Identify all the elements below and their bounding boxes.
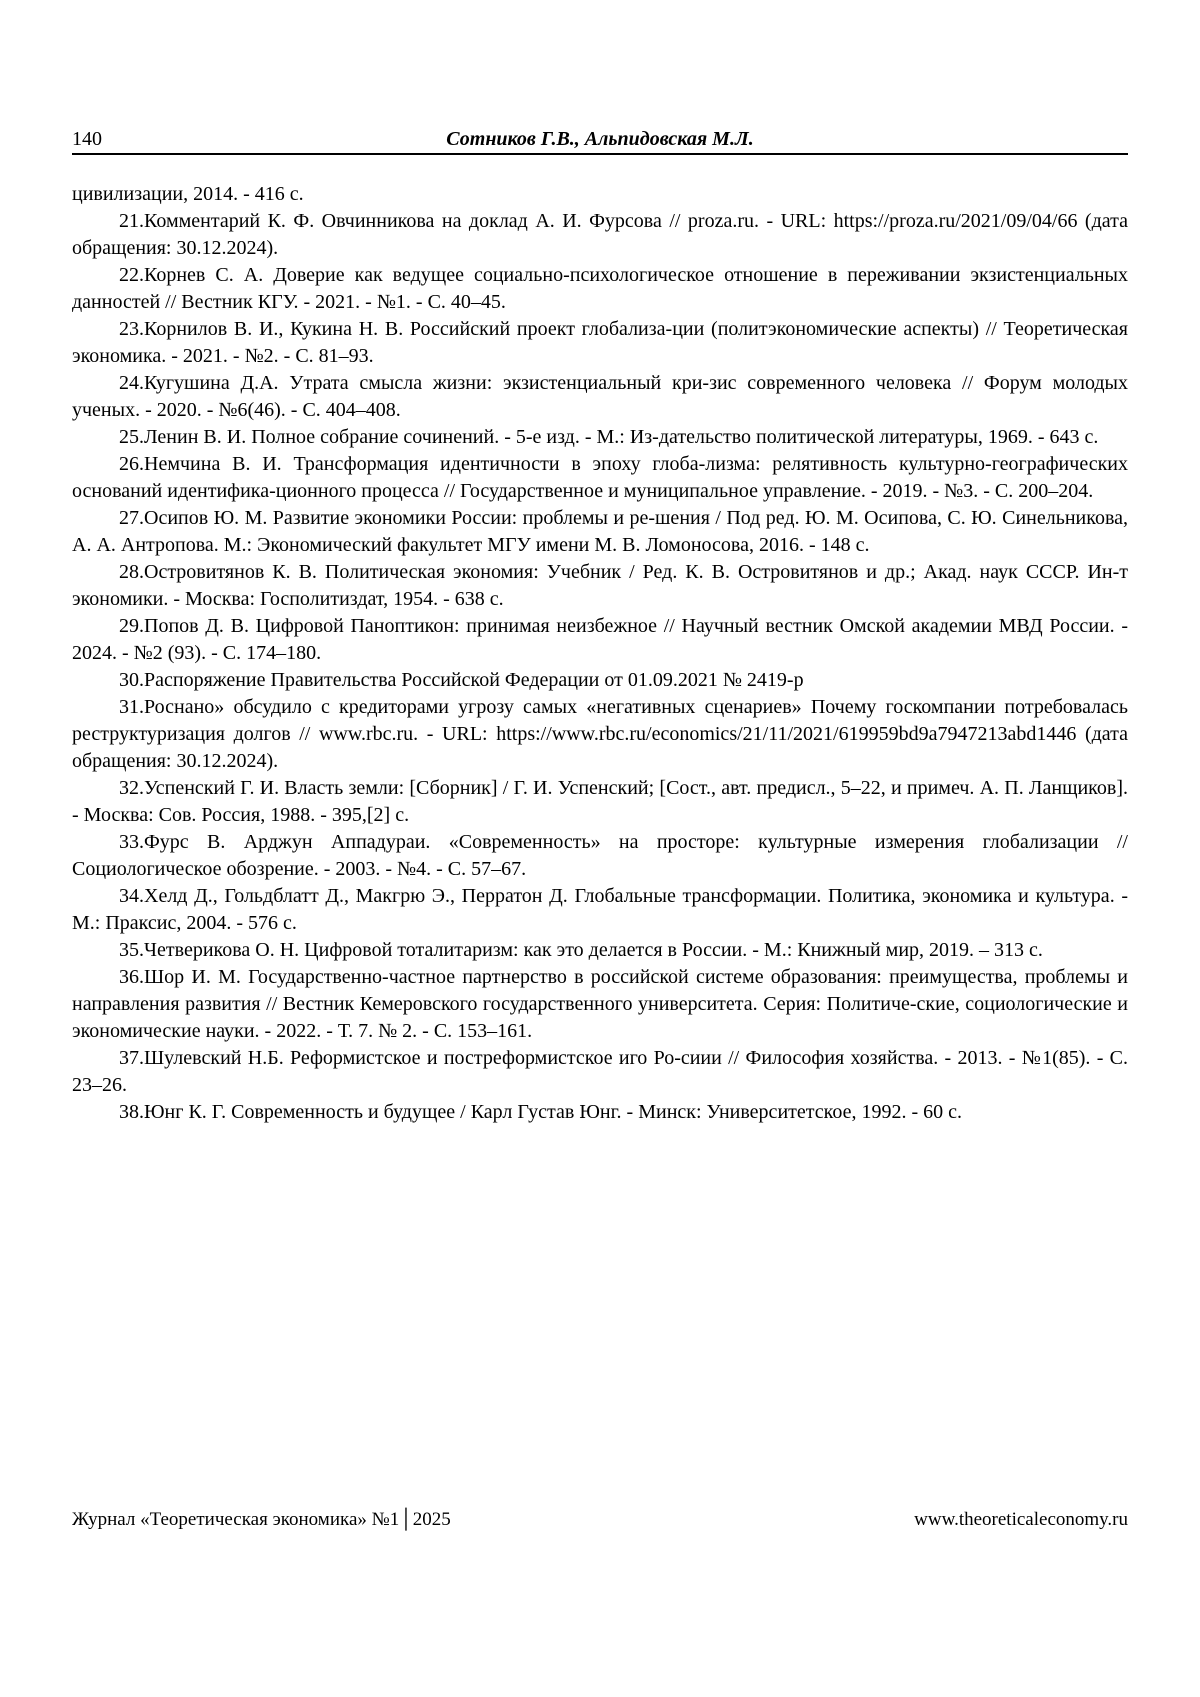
reference-item: 29.Попов Д. В. Цифровой Паноптикон: принимая неизбежное // Научный вестник Омской академии МВД России. - 2024. - №2 (93). - С. 174–180. [72, 615, 1128, 664]
footer-journal-title: Журнал «Теоретическая экономика» №1│2025 [72, 1509, 451, 1530]
reference-item: 34.Хелд Д., Гольдблатт Д., Макгрю Э., Перратон Д. Глобальные трансформации. Политика, экономика и культура. - М.: Праксис, 2004. - 576 с. [72, 885, 1128, 934]
reference-item: 25.Ленин В. И. Полное собрание сочинений. - 5-е изд. - М.: Из-дательство политической литературы, 1969. - 643 с. [119, 426, 1099, 448]
reference-item: 23.Корнилов В. И., Кукина Н. В. Российский проект глобализа-ции (политэкономические аспекты) // Теоретическая экономика. - 2021. - №2. - С. 81–93. [72, 318, 1128, 367]
reference-item: 33.Фурс В. Арджун Аппадураи. «Современность» на просторе: культурные измерения глобализации // Социологическое обозрение. - 2003. - №4. - С. 57–67. [72, 831, 1128, 880]
reference-item: 38.Юнг К. Г. Современность и будущее / Карл Густав Юнг. - Минск: Университетское, 1992. - 60 с. [119, 1101, 962, 1123]
running-head-authors: Сотников Г.В., Альпидовская М.Л. [446, 128, 754, 150]
reference-item: 22.Корнев С. А. Доверие как ведущее социально-психологическое отношение в переживании экзистенциальных данностей // Вестник КГУ. - 2021. - №1. - С. 40–45. [72, 264, 1128, 313]
reference-item: 37.Шулевский Н.Б. Реформистское и постреформистское иго Ро-сиии // Философия хозяйства. - 2013. - №1(85). - С. 23–26. [72, 1047, 1128, 1096]
reference-item: 28.Островитянов К. В. Политическая экономия: Учебник / Ред. К. В. Островитянов и др.; Акад. наук СССР. Ин-т экономики. - Москва: Госполитиздат, 1954. - 638 с. [72, 561, 1128, 610]
reference-item: 26.Немчина В. И. Трансформация идентичности в эпоху глоба-лизма: релятивность культурно-географических оснований идентифика-ционного процесса // Государственное и муниципальное управление. - 2019. - №3. - С. 200–204. [72, 453, 1128, 502]
reference-item: 35.Четверикова О. Н. Цифровой тоталитаризм: как это делается в России. - М.: Книжный мир, 2019. – 313 с. [119, 939, 1043, 961]
references-list [72, 181, 1128, 1126]
reference-item: 24.Кугушина Д.А. Утрата смысла жизни: экзистенциальный кри-зис современного человека // Форум молодых ученых. - 2020. - №6(46). - С. 404–408. [72, 372, 1128, 421]
reference-item: 31.Роснано» обсудило с кредиторами угрозу самых «негативных сценариев» Почему госкомпании потребовалась реструктуризация долгов // www.rbc.ru. - URL: https://www.rbc.ru/economics/21/11/2021/619959bd9a7947213abd1446 (дата обращения: 30.12.2024). [72, 696, 1128, 772]
footer-website: www.theoreticaleconomy.ru [914, 1509, 1128, 1530]
reference-continuation: цивилизации, 2014. - 416 с. [72, 183, 304, 205]
reference-item: 36.Шор И. М. Государственно-частное партнерство в российской системе образования: преимущества, проблемы и направления развития // Вестник Кемеровского государственного университета. Серия: Политиче-ские, социологические и экономические науки. - 2022. - Т. 7. № 2. - С. 153–161. [72, 966, 1128, 1042]
running-head [72, 127, 1128, 155]
reference-item: 32.Успенский Г. И. Власть земли: [Сборник] / Г. И. Успенский; [Сост., авт. предисл., 5–22, и примеч. А. П. Ланщиков]. - Москва: Сов. Россия, 1988. - 395,[2] с. [72, 777, 1128, 826]
page-number: 140 [72, 128, 102, 150]
reference-item: 21.Комментарий К. Ф. Овчинникова на доклад А. И. Фурсова // proza.ru. - URL: https://proza.ru/2021/09/04/66 (дата обращения: 30.12.2024). [72, 210, 1128, 259]
reference-item: 27.Осипов Ю. М. Развитие экономики России: проблемы и ре-шения / Под ред. Ю. М. Осипова, С. Ю. Синельникова, А. А. Антропова. М.: Экономический факультет МГУ имени М. В. Ломоносова, 2016. - 148 с. [72, 507, 1128, 556]
page-footer [72, 1508, 1128, 1532]
reference-item: 30.Распоряжение Правительства Российской Федерации от 01.09.2021 № 2419-р [119, 669, 804, 691]
